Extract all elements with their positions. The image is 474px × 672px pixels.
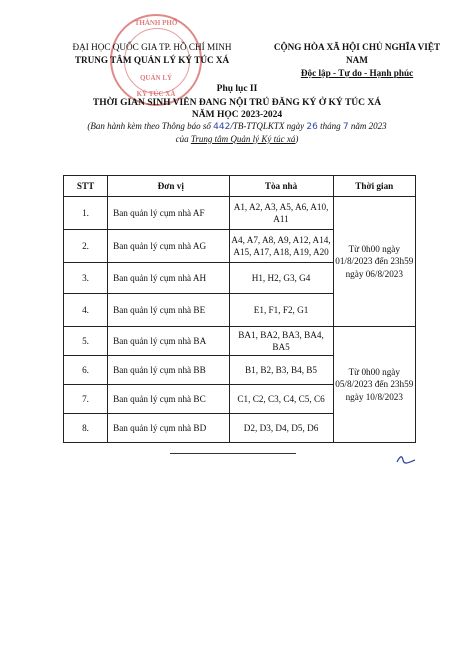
row-stt: 7. [64, 385, 108, 414]
table-row [64, 197, 416, 230]
row-time-group-1: Từ 0h00 ngày 01/8/2023 đến 23h59 ngày 06/8/2023 [333, 197, 415, 327]
note-mid-1: /TB-TTQLKTX ngày [230, 121, 307, 131]
note-year: năm 2023 [348, 121, 387, 131]
note-line2-prefix: của [175, 133, 191, 144]
note-line-1 [30, 121, 444, 134]
schedule-table [63, 175, 416, 443]
stamp-text-bottom: KÝ TÚC XÁ [136, 90, 176, 98]
header-time: Thời gian [333, 176, 415, 197]
row-unit: Ban quản lý cụm nhà AG [108, 230, 229, 263]
row-unit: Ban quản lý cụm nhà AH [108, 263, 229, 294]
handwritten-day: 26 [306, 122, 318, 132]
row-stt: 1. [64, 197, 108, 230]
issuer-header [52, 41, 252, 67]
row-unit: Ban quản lý cụm nhà BC [108, 385, 229, 414]
stamp-text-mid: QUẢN LÝ [139, 74, 173, 82]
national-header [262, 41, 452, 80]
note-line-2 [30, 134, 444, 146]
header-building: Tòa nhà [229, 176, 333, 197]
issuance-note [30, 121, 444, 145]
note-line2-suffix: ) [295, 133, 299, 144]
row-stt: 8. [64, 414, 108, 443]
row-stt: 2. [64, 230, 108, 263]
row-unit: Ban quản lý cụm nhà BE [108, 294, 229, 327]
note-line2-org: Trung tâm Quản lý Ký túc xá [190, 133, 296, 144]
row-stt: 4. [64, 294, 108, 327]
national-title: CỘNG HÒA XÃ HỘI CHỦ NGHĨA VIỆT NAM [273, 42, 441, 65]
row-stt: 5. [64, 327, 108, 356]
national-motto: Độc lập - Tự do - Hạnh phúc [300, 68, 414, 78]
row-building: H1, H2, G3, G4 [229, 263, 333, 294]
title-line-1: THỜI GIAN SINH VIÊN ĐANG NỘI TRÚ ĐĂNG KÝ Ở KÝ TÚC XÁ [92, 98, 382, 108]
table-row [64, 327, 416, 356]
header-unit: Đơn vị [108, 176, 229, 197]
title-line-2: NĂM HỌC 2023-2024 [191, 110, 283, 120]
document-title [30, 97, 444, 121]
row-building: A4, A7, A8, A9, A12, A14, A15, A17, A18, A19, A20 [229, 230, 333, 263]
issuing-unit: TRUNG TÂM QUẢN LÝ KÝ TÚC XÁ [74, 55, 230, 65]
note-mid-2: tháng [317, 121, 343, 131]
row-building: B1, B2, B3, B4, B5 [229, 356, 333, 385]
row-building: D2, D3, D4, D5, D6 [229, 414, 333, 443]
row-unit: Ban quản lý cụm nhà AF [108, 197, 229, 230]
closing-divider [170, 453, 296, 454]
handwritten-number: 442 [213, 122, 231, 132]
row-unit: Ban quản lý cụm nhà BD [108, 414, 229, 443]
handwritten-month: 7 [342, 122, 349, 132]
row-unit: Ban quản lý cụm nhà BA [108, 327, 229, 356]
row-stt: 3. [64, 263, 108, 294]
initial-mark [394, 452, 418, 466]
note-prefix: (Ban hành kèm theo Thông báo số [87, 121, 214, 131]
row-time-group-2: Từ 0h00 ngày 05/8/2023 đến 23h59 ngày 10/8/2023 [333, 327, 415, 443]
row-stt: 6. [64, 356, 108, 385]
row-building: E1, F1, F2, G1 [229, 294, 333, 327]
row-building: A1, A2, A3, A5, A6, A10, A11 [229, 197, 333, 230]
appendix-label: Phụ lục II [216, 84, 258, 94]
row-unit: Ban quản lý cụm nhà BB [108, 356, 229, 385]
table-header-row [64, 176, 416, 197]
header-stt: STT [64, 176, 108, 197]
row-building: C1, C2, C3, C4, C5, C6 [229, 385, 333, 414]
stamp-text-top: THÀNH PHỐ [134, 19, 178, 27]
row-building: BA1, BA2, BA3, BA4, BA5 [229, 327, 333, 356]
parent-organization: ĐẠI HỌC QUỐC GIA TP. HỒ CHÍ MINH [72, 42, 232, 52]
